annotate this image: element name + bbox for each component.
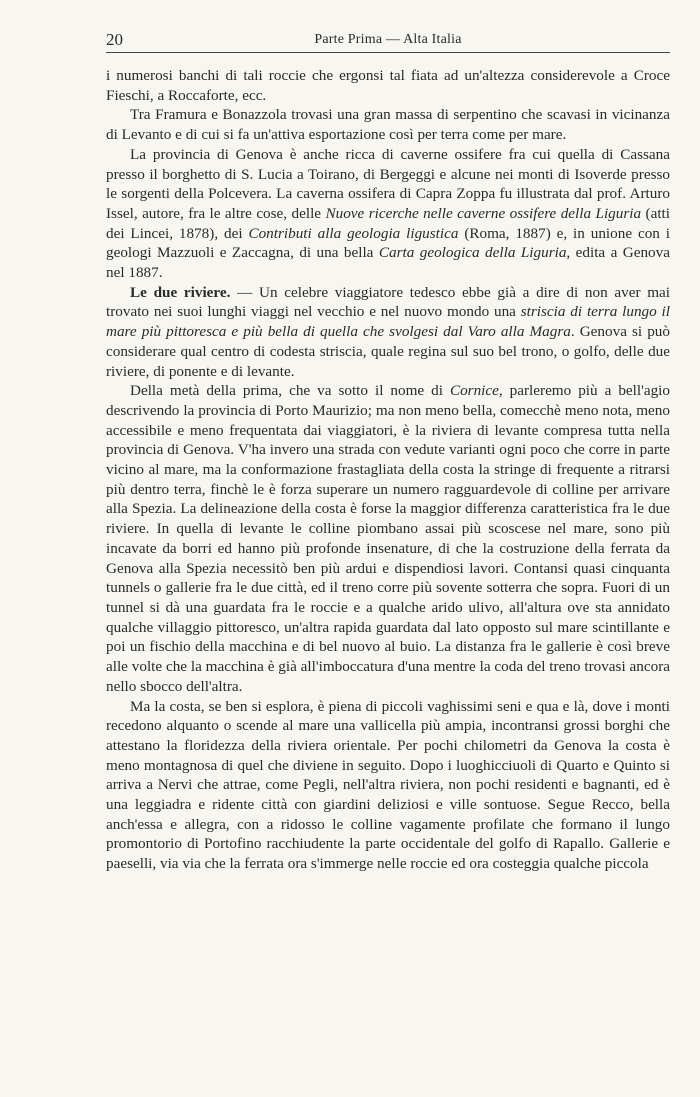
- italic-title: Cornice: [449, 382, 499, 400]
- italic-title: Nuove ricerche nelle caverne ossifere della Liguria: [325, 204, 642, 222]
- text-run: La provincia di Genova è anche ricca di caverne ossifere fra cui quella di Cassana presso il borghetto di S. Lucia a Toirano, di Bergeggi e alcune nei monti di Isoverde presso le sorgenti della Polcevera. La caverna ossifera di Capra Zoppa fu illustrata dal prof. Arturo Issel, autore, fra le altre cose, delle: [106, 145, 670, 222]
- paragraph: [106, 105, 670, 144]
- italic-title: striscia di terra lungo il mare più pittoresca e più bella di quella che svolgesi dal Varo alla Magra: [106, 303, 671, 341]
- text-run: . Genova si può considerare qual centro di codesta striscia, quale regina sul suo bel trono, o golfo, delle due riviere, di ponente e di levante.: [106, 323, 670, 380]
- text-run: , edita a Genova nel 1887.: [106, 244, 670, 282]
- text-run: (atti dei Lincei, 1878), dei: [106, 204, 670, 242]
- paragraph: [106, 283, 670, 382]
- paragraph: [106, 381, 670, 696]
- text-run: i numerosi banchi di tali roccie che ergonsi tal fiata ad un'altezza considerevole a Croce Fieschi, a Roccaforte, ecc.: [106, 67, 670, 104]
- text-run: Ma la costa, se ben si esplora, è piena di piccoli vaghissimi seni e qua e là, dove i monti recedono alquanto o scende al mare una vallicella più ampia, incontransi grossi borghi che attestano la floridezza della riviera orientale. Per pochi chilometri da Genova la costa è meno montagnosa di quel che diviene in seguito. Dopo i luoghicciuoli di Quarto e Quinto si arriva a Nervi che attrae, come Pegli, nell'altra riviera, non pochi residenti e bagnanti, ed è una leggiadra e ridente città con giardini deliziosi e ville sontuose. Segue Recco, bella anch'essa e allegra, con a ridosso le colline vagamente profilate che formano il lungo promontorio di Portofino racchiudente la parte occidentale del golfo di Rapallo. Gallerie e paeselli, via via che la ferrata ora s'immerge nelle roccie ed ora costeggia qualche piccola: [106, 697, 670, 873]
- page-header: [106, 28, 670, 53]
- text-run: , parleremo più a bell'agio descrivendo la provincia di Porto Maurizio; ma non meno bella, comecchè meno nota, meno accessibile e meno frequentata dai viaggiatori, è la riviera di levante compresa tutta nella provincia di Genova. V'ha invero una strada con vedute varianti ogni poco che corre in parte vicino al mare, ma la conformazione frastagliata della costa la stringe di frequente a ritrarsi più dentro terra, finchè le è forza superare un numero ragguardevole di colline per arrivare alla Spezia. La delineazione della costa è forse la maggior differenza caratteristica fra le due riviere. In quella di levante le colline piombano assai più scoscese nel mare, sono più incavate da borri ed hanno più profonde insenature, di che la costruzione della ferrata da Genova alla Spezia necessitò ben più ardui e dispendiosi lavori. Contansi quasi cinquanta tunnels o gallerie fra le due città, ed il treno corre più sovente sotterra che sopra. Fuori di un tunnel si dà una guardata fra le roccie e a qualche arido ulivo, all'altura ove sta annidato qualche villaggio pittoresco, un'altra rapida guardata dal lato opposto sul mare scintillante e poi un fischio della macchina e di bel nuovo al buio. La distanza fra le gallerie è così breve alle volte che la macchina è già all'imboccatura d'una mentre la coda del treno trovasi ancora nello sbocco dell'altra.: [106, 382, 670, 695]
- section-heading: Le due riviere.: [130, 283, 231, 301]
- text-run: Della metà della prima, che va sotto il nome di: [130, 382, 450, 400]
- paragraph: [106, 697, 670, 874]
- italic-title: Contributi alla geologia ligustica: [248, 224, 459, 242]
- text-run: Tra Framura e Bonazzola trovasi una gran massa di serpentino che scavasi in vicinanza di Levanto e di cui si fa un'attiva esportazione così per terra come per mare.: [106, 106, 670, 144]
- paragraph: [106, 66, 670, 105]
- text-run: (Roma, 1887) e, in unione con i geologi Mazzuoli e Zaccagna, di una bella: [106, 224, 670, 262]
- italic-title: Carta geologica della Liguria: [378, 244, 567, 262]
- running-head: Parte Prima — Alta Italia: [314, 32, 462, 47]
- paragraph: [106, 145, 670, 283]
- page-number: 20: [106, 30, 123, 49]
- body-text: [106, 66, 670, 874]
- text-run: — Un celebre viaggiatore tedesco ebbe già a dire di non aver mai trovato nei suoi lunghi viaggi nel vecchio e nel nuovo mondo una: [106, 283, 670, 321]
